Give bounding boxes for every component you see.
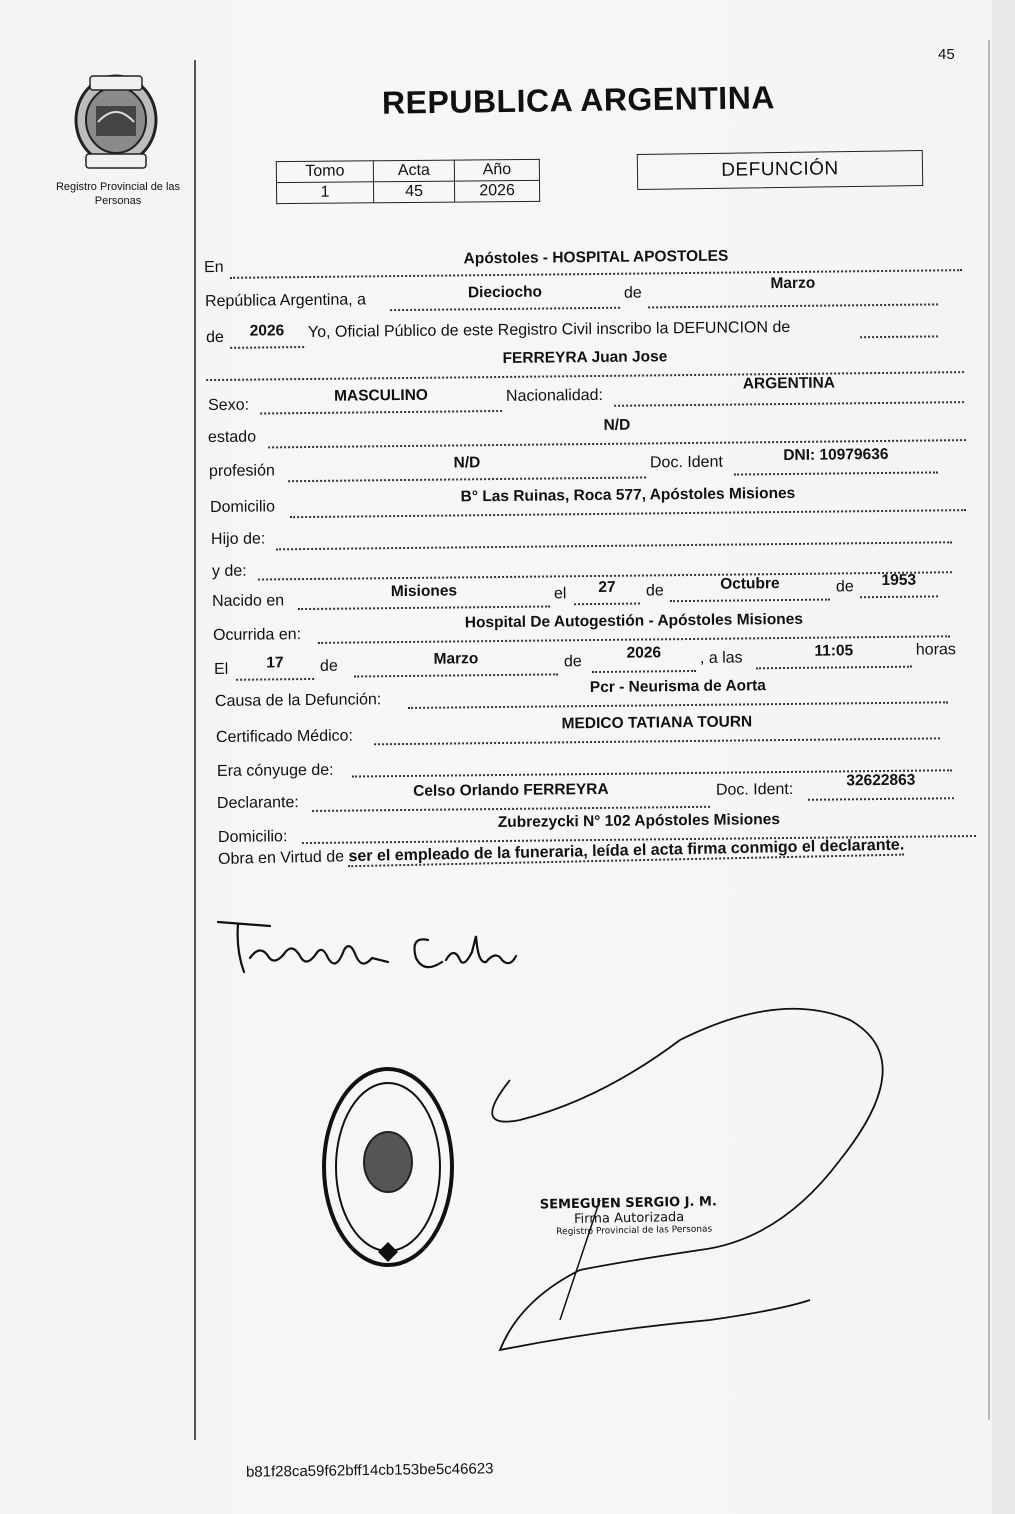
declarante-value: Celso Orlando FERREYRA — [413, 780, 609, 800]
el2-label: El — [213, 660, 229, 678]
obra-value: ser el empleado de la funeraria, leída el acta firma conmigo el declarante. — [348, 836, 905, 866]
tomo-value: 1 — [277, 182, 374, 204]
mes-value: Marzo — [770, 274, 816, 293]
nac-anio-value: 1953 — [881, 571, 917, 590]
yde-label: y de: — [211, 562, 247, 581]
de-label: de — [623, 284, 642, 302]
de3-label: de — [645, 582, 664, 600]
profesion-label: profesión — [208, 462, 275, 481]
causa-label: Causa de la Defunción: — [214, 691, 382, 710]
official-role: Firma Autorizada — [573, 1210, 685, 1227]
organization-label: Registro Provincial de las Personas — [55, 181, 181, 207]
domicilio2-value: Zubrezycki N° 102 Apóstoles Misiones — [497, 811, 781, 832]
declarante-signature — [210, 910, 530, 990]
doc-ident-label: Doc. Ident — [649, 453, 723, 472]
causa-value: Pcr - Neurisma de Aorta — [589, 677, 766, 697]
alas-label: , a las — [699, 649, 743, 667]
de6-label: de — [563, 653, 582, 671]
doc-ident2-value: 32622863 — [846, 771, 916, 790]
republica-label: República Argentina, a — [204, 291, 367, 311]
official-org: Registro Provincial de las Personas — [556, 1224, 713, 1238]
conyuge-label: Era cónyuge de: — [216, 761, 334, 780]
nombre-value: FERREYRA Juan Jose — [502, 348, 668, 367]
official-name: SEMEGUEN SERGIO J. M. — [539, 1194, 717, 1213]
provincia-misiones-seal-icon — [70, 72, 162, 172]
anio-value: 2026 — [454, 180, 539, 202]
de4-label: de — [835, 578, 854, 596]
horas-label: horas — [915, 641, 956, 659]
nacido-label: Nacido en — [211, 592, 285, 611]
ocurrida-value: Hospital De Autogestión - Apóstoles Misiones — [464, 610, 804, 632]
sexo-label: Sexo: — [207, 396, 250, 415]
nacionalidad-label: Nacionalidad: — [505, 386, 604, 405]
anio-header: Año — [454, 159, 539, 181]
official-stamp-text — [540, 1194, 718, 1237]
document-type: DEFUNCIÓN — [637, 150, 923, 190]
profesion-value: N/D — [453, 454, 481, 472]
el-label: el — [553, 585, 567, 603]
nacionalidad-value: ARGENTINA — [742, 374, 836, 393]
def-dia-value: 17 — [266, 654, 284, 672]
yo-fill — [860, 317, 938, 338]
nac-mes-value: Octubre — [720, 575, 780, 593]
yo-text: Yo, Oficial Público de este Registro Civil inscribo la DEFUNCION de — [307, 318, 791, 342]
official-signature — [480, 1000, 900, 1370]
certificado-label: Certificado Médico: — [215, 727, 354, 746]
nac-dia-value: 27 — [598, 578, 616, 596]
de2-label: de — [205, 328, 224, 347]
certificado-value: MEDICO TATIANA TOURN — [561, 713, 753, 733]
registro-stamp-icon — [318, 1062, 458, 1272]
domicilio-value: B° Las Ruinas, Roca 577, Apóstoles Misiones — [460, 484, 796, 506]
ocurrida-label: Ocurrida en: — [212, 626, 302, 645]
hijo-label: Hijo de: — [210, 530, 266, 549]
doc-ident2-label: Doc. Ident: — [715, 780, 794, 799]
obra-label: Obra en Virtud de — [217, 848, 345, 868]
page-number: 45 — [938, 46, 955, 63]
hora-value: 11:05 — [814, 642, 854, 660]
dia-value: Dieciocho — [467, 283, 543, 302]
domicilio2-label: Domicilio: — [217, 828, 288, 846]
document-hash: b81f28ca59f62bff14cb153be5c46623 — [245, 1460, 494, 1481]
tomo-header: Tomo — [276, 161, 373, 183]
country-title: REPUBLICA ARGENTINA — [381, 79, 776, 121]
domicilio-label: Domicilio — [209, 498, 276, 517]
yde-fill — [258, 553, 952, 580]
de5-label: de — [319, 657, 338, 675]
def-mes-value: Marzo — [433, 650, 479, 668]
estado-value: N/D — [603, 416, 631, 434]
en-value: Apóstoles - HOSPITAL APOSTOLES — [463, 247, 729, 268]
acta-header: Acta — [373, 160, 454, 182]
def-anio-value: 2026 — [626, 644, 662, 662]
hijo-fill — [276, 523, 952, 550]
estado-label: estado — [207, 428, 257, 447]
nacido-value: Misiones — [390, 582, 458, 601]
anio-value-field: 2026 — [249, 322, 285, 340]
reference-table — [276, 159, 540, 204]
declarante-label: Declarante: — [216, 794, 299, 812]
acta-value: 45 — [374, 181, 455, 203]
sexo-value: MASCULINO — [333, 386, 428, 405]
en-label: En — [203, 258, 224, 277]
doc-ident-value: DNI: 10979636 — [783, 445, 889, 465]
